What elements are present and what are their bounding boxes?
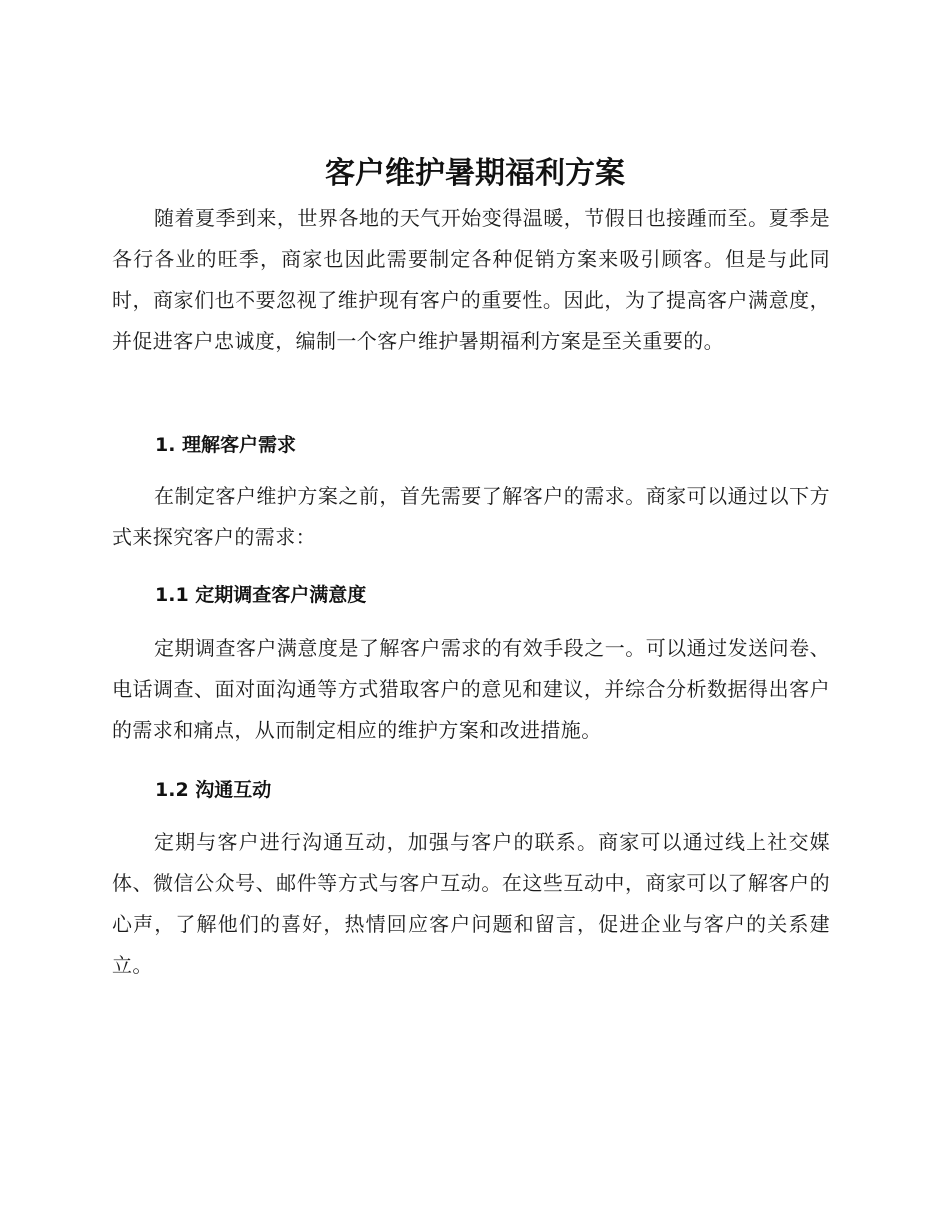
intro-paragraph: 随着夏季到来，世界各地的天气开始变得温暖，节假日也接踵而至。夏季是各行各业的旺季，商家也因此需要制定各种促销方案来吸引顾客。但是与此同时，商家们也不要忽视了维护现有客户的重要性。因此，为了提高客户满意度，并促进客户忠诚度，编制一个客户维护暑期福利方案是至关重要的。: [112, 206, 830, 353]
section-body-understand-needs: 在制定客户维护方案之前，首先需要了解客户的需求。商家可以通过以下方式来探究客户的需求：: [112, 484, 830, 549]
section-body-communication: 定期与客户进行沟通互动，加强与客户的联系。商家可以通过线上社交媒体、微信公众号、邮件等方式与客户互动。在这些互动中，商家可以了解客户的心声，了解他们的喜好，热情回应客户问题和留言，促进企业与客户的关系建立。: [112, 830, 830, 977]
section-heading-communication: 1.2 沟通互动: [155, 779, 272, 801]
section-heading-understand-needs: 1. 理解客户需求: [155, 434, 297, 456]
section-body-satisfaction-survey: 定期调查客户满意度是了解客户需求的有效手段之一。可以通过发送问卷、电话调查、面对面沟通等方式猎取客户的意见和建议，并综合分析数据得出客户的需求和痛点，从而制定相应的维护方案和改进措施。: [112, 636, 830, 742]
section-heading-satisfaction-survey: 1.1 定期调查客户满意度: [155, 584, 367, 606]
document-title: 客户维护暑期福利方案: [325, 156, 625, 191]
